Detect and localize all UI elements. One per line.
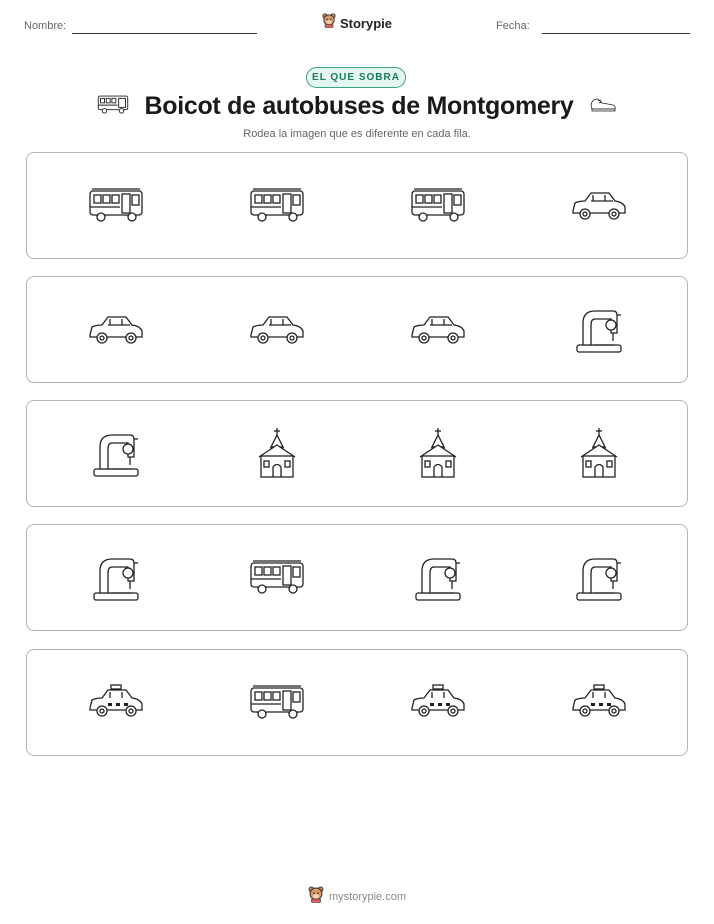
sewing-machine-icon xyxy=(410,551,466,603)
taxi-icon xyxy=(569,682,629,722)
row-5-item-1[interactable] xyxy=(86,676,146,728)
church-icon xyxy=(416,427,460,479)
car-icon xyxy=(569,185,629,225)
activity-badge: EL QUE SOBRA xyxy=(306,67,406,88)
row-5-item-3[interactable] xyxy=(408,676,468,728)
taxi-icon xyxy=(86,682,146,722)
row-1-item-1[interactable] xyxy=(86,179,146,231)
instruction-text: Rodea la imagen que es diferente en cada fila. xyxy=(243,128,471,140)
row-3-item-2[interactable] xyxy=(247,427,307,479)
brand-name: Storypie xyxy=(339,15,392,31)
bus-icon xyxy=(408,185,468,225)
church-icon xyxy=(255,427,299,479)
row-5-item-4[interactable] xyxy=(569,676,629,728)
row-4-item-4[interactable] xyxy=(569,551,629,603)
row-2-item-2[interactable] xyxy=(247,303,307,355)
row-2-item-4[interactable] xyxy=(569,303,629,355)
taxi-icon xyxy=(408,682,468,722)
car-icon xyxy=(247,309,307,349)
row-2-item-3[interactable] xyxy=(408,303,468,355)
car-icon xyxy=(408,309,468,349)
footer-link[interactable]: mystorypie.com xyxy=(328,891,407,903)
row-4-item-3[interactable] xyxy=(408,551,468,603)
row-4-item-1[interactable] xyxy=(86,551,146,603)
name-field[interactable] xyxy=(72,33,257,34)
sewing-machine-icon xyxy=(571,551,627,603)
name-label: Nombre: xyxy=(24,20,67,32)
bus-icon xyxy=(247,682,307,722)
page-title: Boicot de autobuses de Montgomery xyxy=(144,92,574,120)
row-1-item-2[interactable] xyxy=(247,179,307,231)
sewing-machine-icon xyxy=(571,303,627,355)
bear-mascot-icon xyxy=(322,13,336,33)
row-3 xyxy=(26,400,688,507)
row-1-item-4[interactable] xyxy=(569,179,629,231)
row-2 xyxy=(26,276,688,383)
row-3-item-3[interactable] xyxy=(408,427,468,479)
row-1 xyxy=(26,152,688,259)
date-field[interactable] xyxy=(542,33,690,34)
bus-icon xyxy=(247,557,307,597)
row-1-item-3[interactable] xyxy=(408,179,468,231)
row-2-item-1[interactable] xyxy=(86,303,146,355)
car-icon xyxy=(86,309,146,349)
bus-icon xyxy=(247,185,307,225)
row-5 xyxy=(26,649,688,756)
sneaker-icon xyxy=(588,93,618,120)
row-5-item-2[interactable] xyxy=(247,676,307,728)
date-label: Fecha: xyxy=(496,20,530,32)
bear-mascot-icon xyxy=(308,886,324,908)
church-icon xyxy=(577,427,621,479)
row-3-item-4[interactable] xyxy=(569,427,629,479)
sewing-machine-icon xyxy=(88,551,144,603)
sewing-machine-icon xyxy=(88,427,144,479)
row-4 xyxy=(26,524,688,631)
brand-logo xyxy=(0,13,714,33)
bus-icon xyxy=(96,92,130,121)
bus-icon xyxy=(86,185,146,225)
footer xyxy=(0,886,714,908)
row-3-item-1[interactable] xyxy=(86,427,146,479)
row-4-item-2[interactable] xyxy=(247,551,307,603)
title-row xyxy=(0,92,714,121)
